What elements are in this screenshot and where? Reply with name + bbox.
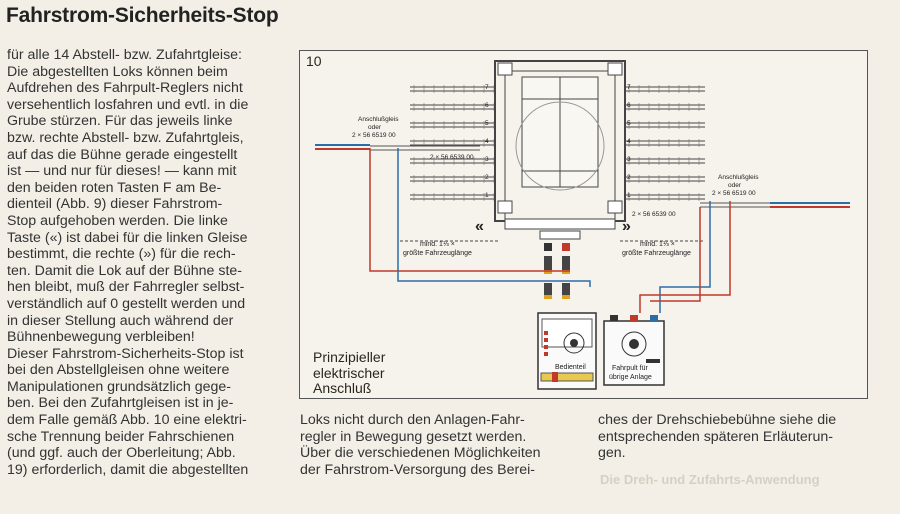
left-connect-label-3: 2 × 56 6519 00 — [352, 132, 396, 139]
right-part-label: 2 × 56 6539 00 — [632, 211, 676, 218]
left-column-line: Stop aufgehoben werden. Die linke — [7, 212, 228, 229]
left-track-number: 5 — [485, 120, 489, 127]
middle-column-line: der Fahrstrom-Versorgung des Berei- — [300, 461, 535, 478]
center-connector-plugs — [544, 243, 570, 274]
power-pack-label-1: Fahrpult für — [612, 365, 648, 372]
right-connect-label-3: 2 × 56 6519 00 — [712, 190, 756, 197]
left-track-number: 7 — [485, 84, 489, 91]
left-column-line: (und ggf. auch der Oberleitung; Abb. — [7, 445, 236, 462]
left-column-line: Die abgestellten Loks können beim — [7, 63, 228, 80]
right-feed-track — [700, 203, 850, 207]
figure-caption: Prinzipieller elektrischer Anschluß — [313, 349, 386, 396]
left-track-number: 4 — [485, 138, 489, 145]
right-column-line: gen. — [598, 445, 626, 462]
middle-column-line: Loks nicht durch den Anlagen-Fahr- — [300, 412, 525, 428]
left-track-number: 3 — [485, 156, 489, 163]
right-arrow-glyph: » — [622, 218, 631, 235]
power-pack — [604, 315, 664, 385]
left-column-line: Aufdrehen des Fahrpult-Reglers nicht — [7, 80, 243, 97]
left-track-number: 1 — [485, 192, 489, 199]
svg-text:größte Fahrzeuglänge: größte Fahrzeuglänge — [403, 250, 472, 257]
left-dimension — [400, 241, 500, 257]
left-column-line: ten. Damit die Lok auf der Bühne ste- — [7, 262, 243, 279]
figure-number: 10 — [306, 53, 322, 69]
left-column-line: bzw. rechte Abstell- bzw. Zufahrtgleis, — [7, 129, 244, 146]
left-column-line: 19) erforderlich, damit die abgestellten — [7, 461, 249, 478]
right-track-number: 5 — [627, 120, 631, 127]
right-track-4 — [625, 138, 705, 147]
right-dimension — [620, 241, 705, 257]
right-track-number: 2 — [627, 174, 631, 181]
left-column-line: dem Falle gemäß Abb. 10 eine elektri- — [7, 412, 247, 429]
right-track-5 — [625, 120, 705, 129]
wiring-diagram-figure — [299, 50, 868, 399]
left-connect-label-1: Anschlußgleis — [358, 116, 399, 123]
right-track-number: 1 — [627, 192, 631, 199]
left-column-line: bei den Abstellgleisen ohne weitere — [7, 362, 230, 379]
left-track-5 — [410, 120, 495, 129]
left-column-line: dienteil (Abb. 9) dieser Fahrstrom- — [7, 196, 223, 213]
left-track-2 — [410, 174, 495, 183]
middle-column-line: Über die verschiedenen Möglichkeiten — [300, 445, 541, 462]
right-track-number: 4 — [627, 138, 631, 145]
left-column-line: Manipulationen grundsätzlich gege- — [7, 378, 231, 395]
left-column-line: für alle 14 Abstell- bzw. Zufahrtgleise: — [7, 47, 242, 63]
right-text-column — [598, 412, 888, 462]
right-connect-label-2: oder — [728, 182, 742, 189]
right-track-6 — [625, 102, 705, 111]
right-track-2 — [625, 174, 705, 183]
control-unit — [538, 313, 596, 389]
left-connect-label-2: oder — [368, 124, 382, 131]
control-unit-label: Bedienteil — [555, 364, 586, 371]
page-title: Fahrstrom-Sicherheits-Stop — [6, 4, 279, 27]
left-track-number: 6 — [485, 102, 489, 109]
left-column-line: verständlich auf 0 gestellt werden und — [7, 295, 246, 312]
power-pack-label-2: übrige Anlage — [609, 374, 652, 381]
svg-text:mind. 1⅓ ×: mind. 1⅓ × — [640, 241, 675, 248]
middle-text-column — [300, 412, 570, 478]
right-column-line: ches der Drehschiebebühne siehe die — [598, 412, 837, 428]
transfer-table — [495, 61, 625, 239]
left-column-line: hen bleibt, muß der Fahrregler selbst- — [7, 279, 245, 296]
left-column-line: Bühnenbewegung verbleiben! — [7, 329, 195, 346]
left-part-label: 2 × 56 6539 00 — [430, 154, 474, 161]
right-track-number: 6 — [627, 102, 631, 109]
left-column-line: ist — und nur für dieses! — kann mit — [7, 163, 237, 180]
left-column-line: den beiden roten Tasten F am Be- — [7, 179, 222, 196]
right-track-number: 3 — [627, 156, 631, 163]
control-unit-top-plugs — [544, 283, 570, 299]
left-column-line: ben. Bei den Zufahrtgleisen ist in je- — [7, 395, 234, 412]
right-track-number: 7 — [627, 84, 631, 91]
right-connect-label-1: Anschlußgleis — [718, 174, 759, 181]
left-column-line: Grube stürzen. Für das jeweils linke — [7, 113, 233, 130]
left-column-line: in dieser Stellung auch während der — [7, 312, 234, 329]
left-column-line: versehentlich losfahren und evtl. in die — [7, 96, 249, 113]
right-track-bank — [625, 84, 705, 201]
right-track-1 — [625, 192, 705, 201]
left-track-6 — [410, 102, 495, 111]
svg-text:mind. 1⅓ ×: mind. 1⅓ × — [420, 241, 455, 248]
left-arrow-glyph: « — [475, 218, 484, 235]
left-text-column — [7, 47, 292, 478]
left-track-7 — [410, 84, 495, 93]
middle-column-line: regler in Bewegung gesetzt werden. — [300, 428, 527, 445]
left-column-line: Dieser Fahrstrom-Sicherheits-Stop ist — [7, 345, 244, 362]
faint-bleed-text: Die Dreh- und Zufahrts-Anwendung — [600, 472, 820, 487]
right-track-7 — [625, 84, 705, 93]
svg-text:größte Fahrzeuglänge: größte Fahrzeuglänge — [622, 250, 691, 257]
left-column-line: Taste («) ist dabei für die linken Gleise — [7, 229, 248, 246]
left-column-line: bestimmt, die rechte (») für die rech- — [7, 246, 236, 263]
left-track-bank — [410, 84, 495, 201]
left-column-line: auf das die Bühne gerade eingestellt — [7, 146, 238, 163]
right-track-3 — [625, 156, 705, 165]
left-track-1 — [410, 192, 495, 201]
right-column-line: entsprechenden späteren Erläuterun- — [598, 428, 834, 445]
left-column-line: sche Trennung beider Fahrschienen — [7, 428, 235, 445]
wiring-diagram — [300, 51, 867, 398]
left-track-number: 2 — [485, 174, 489, 181]
